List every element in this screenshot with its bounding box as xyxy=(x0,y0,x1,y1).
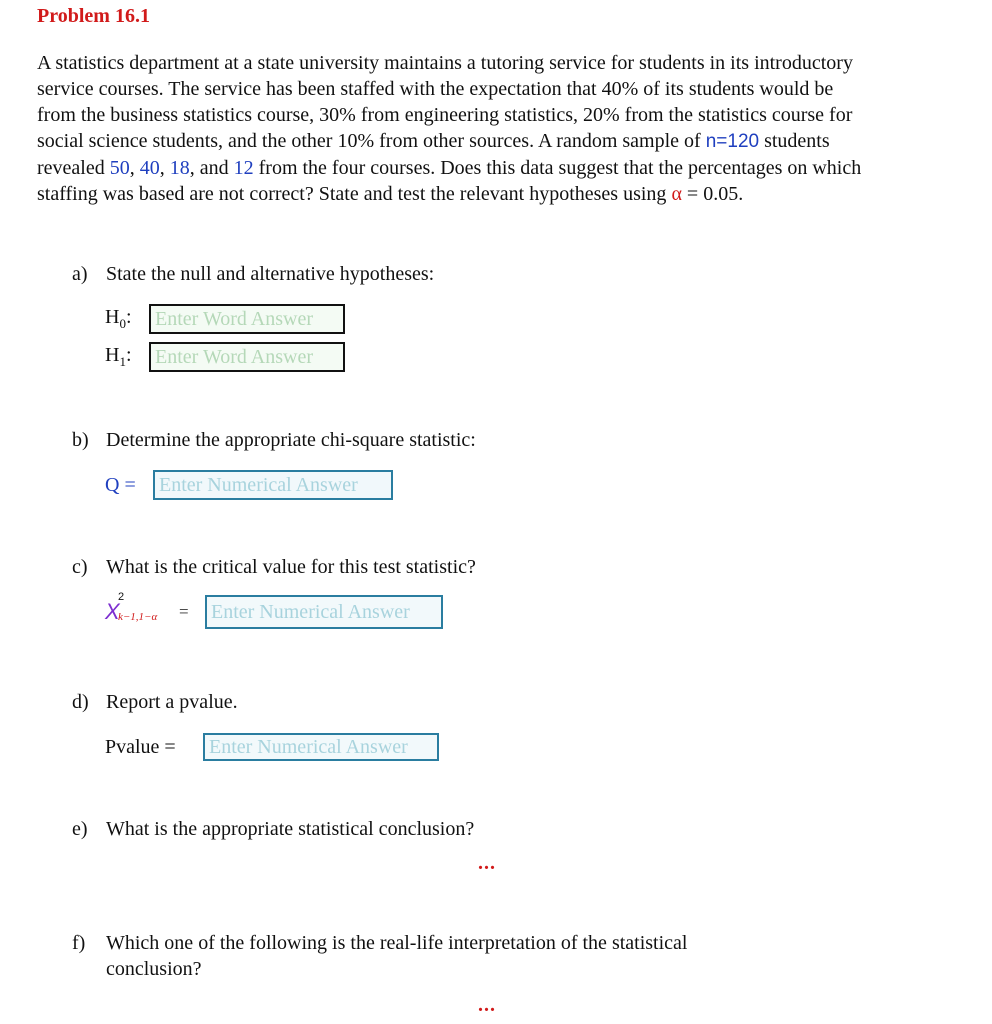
equals-sign: = xyxy=(179,602,189,621)
problem-statement xyxy=(37,50,877,207)
separator: , xyxy=(129,157,140,179)
h1-answer-input[interactable]: Enter Word Answer xyxy=(149,342,345,372)
question-d xyxy=(72,689,238,715)
statement-text-3: from the four courses. Does this data suggest that the percentages on which staffing was based are not correct? State and test the relevant hypotheses using xyxy=(37,157,862,205)
alpha-value: = 0.05. xyxy=(681,183,744,205)
h0-answer-input[interactable]: Enter Word Answer xyxy=(149,304,345,334)
question-a-text: State the null and alternative hypotheses: xyxy=(106,263,435,285)
separator: , and xyxy=(189,157,234,179)
h1-row xyxy=(105,342,345,372)
h0-label: $H_0$: xyxy=(105,306,132,331)
statement-text-2: students revealed xyxy=(37,130,830,179)
pvalue-row xyxy=(105,733,439,761)
critical-value-input[interactable]: Enter Numerical Answer xyxy=(205,595,443,629)
count-other: 12 xyxy=(233,157,254,179)
q-statistic-row xyxy=(105,470,393,500)
problem-title: Problem 16.1 xyxy=(37,5,150,27)
question-d-label: d) xyxy=(72,691,89,713)
question-d-text: Report a pvalue. xyxy=(106,691,238,713)
h1-label: $H_1$: xyxy=(105,344,132,369)
chi-square-symbol xyxy=(105,591,179,625)
question-b-text: Determine the appropriate chi-square statistic: xyxy=(106,429,476,451)
chi-superscript: 2 xyxy=(118,591,125,603)
critical-value-row xyxy=(105,591,443,629)
question-f-text: Which one of the following is the real-life interpretation of the statistical conclusion? xyxy=(106,932,688,980)
question-c-label: c) xyxy=(72,556,88,578)
question-e xyxy=(72,816,474,842)
question-c xyxy=(72,554,476,580)
separator: , xyxy=(159,157,170,179)
question-b-label: b) xyxy=(72,429,89,451)
chi-letter: X xyxy=(105,599,120,624)
statement-text-1: A statistics department at a state university maintains a tutoring service for students in its introductory service courses. The service has been staffed with the expectation that 40% of its students would be from the business statistics course, 30% from engineering statistics, 20% from the statistics course for social science students, and the other 10% from other sources. A random sample of xyxy=(37,52,853,152)
question-a xyxy=(72,261,434,287)
question-a-label: a) xyxy=(72,263,88,285)
alpha-symbol: α xyxy=(671,183,682,205)
question-f xyxy=(72,930,792,982)
pvalue-input[interactable]: Enter Numerical Answer xyxy=(203,733,439,761)
interpretation-dropdown-dots[interactable]: ... xyxy=(478,994,496,1016)
question-f-label: f) xyxy=(72,932,86,954)
question-c-text: What is the critical value for this test statistic? xyxy=(106,556,476,578)
h0-row xyxy=(105,304,345,334)
question-e-text: What is the appropriate statistical conclusion? xyxy=(106,818,475,840)
count-business: 50 xyxy=(109,157,130,179)
chi-subscript: k−1,1−α xyxy=(118,611,158,623)
question-b xyxy=(72,427,476,453)
q-label: Q = xyxy=(105,473,136,496)
sample-size: n=120 xyxy=(705,131,760,152)
pvalue-label: Pvalue = xyxy=(105,735,176,758)
question-e-label: e) xyxy=(72,818,88,840)
q-statistic-input[interactable]: Enter Numerical Answer xyxy=(153,470,393,500)
conclusion-dropdown-dots[interactable]: ... xyxy=(478,852,496,874)
count-social-science: 18 xyxy=(169,157,190,179)
count-engineering: 40 xyxy=(139,157,160,179)
